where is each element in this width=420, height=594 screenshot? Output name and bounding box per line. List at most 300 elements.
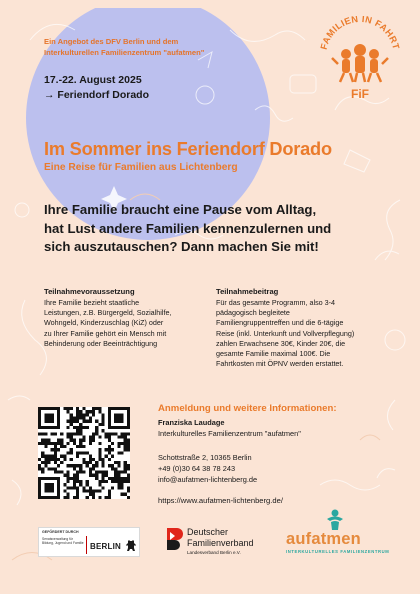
qr-module: [48, 496, 51, 499]
qr-module: [92, 467, 95, 470]
qr-module: [82, 439, 85, 442]
qr-module: [98, 410, 101, 413]
qr-module: [127, 407, 130, 410]
qr-module: [79, 464, 82, 467]
qr-module: [41, 477, 44, 480]
qr-module: [73, 496, 76, 499]
qr-module: [101, 413, 104, 416]
qr-module: [82, 407, 85, 410]
qr-module: [57, 483, 60, 486]
qr-module: [51, 486, 54, 489]
qr-module: [95, 461, 98, 464]
fee-line: Familiengruppentreffen und die 6-tägige: [216, 318, 344, 328]
address-block: [158, 452, 257, 486]
qr-module: [117, 451, 120, 454]
qr-module: [44, 489, 47, 492]
qr-module: [117, 413, 120, 416]
qr-module: [124, 448, 127, 451]
qr-module: [127, 474, 130, 477]
qr-module: [120, 477, 123, 480]
qr-module: [48, 442, 51, 445]
qr-module: [41, 451, 44, 454]
qr-module: [51, 455, 54, 458]
qr-module: [124, 445, 127, 448]
qr-module: [117, 464, 120, 467]
qr-module: [98, 442, 101, 445]
qr-module: [38, 464, 41, 467]
qr-module: [70, 458, 73, 461]
fee-section: [216, 287, 386, 369]
qr-module: [73, 467, 76, 470]
qr-module: [101, 477, 104, 480]
qr-module: [111, 455, 114, 458]
qr-module: [101, 480, 104, 483]
qr-module: [127, 486, 130, 489]
qr-module: [101, 417, 104, 420]
qr-module: [79, 429, 82, 432]
qr-module: [38, 432, 41, 435]
qr-module: [54, 445, 57, 448]
qr-module: [76, 489, 79, 492]
qr-module: [101, 470, 104, 473]
qr-module: [38, 496, 41, 499]
qr-module: [86, 489, 89, 492]
qr-module: [120, 486, 123, 489]
qr-module: [124, 439, 127, 442]
qr-module: [98, 451, 101, 454]
qr-module: [82, 413, 85, 416]
qr-module: [63, 407, 66, 410]
qr-module: [117, 436, 120, 439]
qr-module: [63, 483, 66, 486]
fee-title: Teilnahmebeitrag: [216, 287, 279, 296]
qr-module: [67, 480, 70, 483]
qr-module: [86, 426, 89, 429]
requirements-line: Ihre Familie bezieht staatliche: [44, 298, 140, 307]
dfv-line: Deutscher: [187, 527, 229, 537]
qr-module: [57, 493, 60, 496]
qr-module: [127, 496, 130, 499]
contact-name: Franziska Laudage: [158, 418, 225, 427]
qr-module: [105, 448, 108, 451]
qr-module: [101, 458, 104, 461]
qr-module: [79, 417, 82, 420]
qr-module: [79, 467, 82, 470]
qr-module: [114, 467, 117, 470]
qr-module: [89, 461, 92, 464]
dfv-name: [187, 527, 254, 549]
qr-module: [38, 420, 41, 423]
qr-module: [70, 451, 73, 454]
qr-module: [60, 432, 63, 435]
qr-module: [38, 480, 41, 483]
qr-module: [92, 493, 95, 496]
qr-module: [89, 467, 92, 470]
qr-module: [60, 470, 63, 473]
qr-module: [38, 483, 41, 486]
qr-module: [89, 474, 92, 477]
qr-module: [124, 480, 127, 483]
qr-module: [82, 461, 85, 464]
qr-module: [54, 467, 57, 470]
qr-module: [79, 432, 82, 435]
qr-module: [101, 423, 104, 426]
qr-module: [57, 458, 60, 461]
qr-module: [41, 407, 44, 410]
qr-module: [89, 420, 92, 423]
qr-module: [108, 439, 111, 442]
qr-module: [92, 432, 95, 435]
qr-module: [57, 426, 60, 429]
qr-module: [67, 451, 70, 454]
funder-head: GEFÖRDERT DURCH: [42, 530, 79, 534]
qr-module: [95, 464, 98, 467]
lead-line: sich auszutauschen? Dann machen Sie mit!: [44, 239, 319, 254]
qr-module: [51, 420, 54, 423]
qr-module: [101, 474, 104, 477]
qr-module: [82, 486, 85, 489]
qr-module: [111, 486, 114, 489]
qr-module: [98, 483, 101, 486]
qr-module: [86, 480, 89, 483]
qr-module: [114, 432, 117, 435]
dfv-line: Familienverband: [187, 537, 254, 548]
qr-module: [67, 410, 70, 413]
qr-module: [127, 432, 130, 435]
dfv-sub: Landesverband Berlin e.V.: [187, 550, 241, 555]
qr-module: [124, 426, 127, 429]
qr-module: [38, 413, 41, 416]
qr-module: [76, 420, 79, 423]
qr-module: [44, 458, 47, 461]
qr-module: [63, 489, 66, 492]
qr-module: [60, 439, 63, 442]
qr-module: [117, 442, 120, 445]
qr-module: [57, 410, 60, 413]
qr-module: [105, 455, 108, 458]
qr-module: [86, 496, 89, 499]
qr-module: [127, 442, 130, 445]
qr-module: [86, 461, 89, 464]
qr-module: [73, 432, 76, 435]
website-link[interactable]: https://www.aufatmen-lichtenberg.de/: [158, 496, 283, 505]
requirements-section: [44, 287, 204, 349]
qr-module: [54, 451, 57, 454]
qr-module: [89, 410, 92, 413]
qr-module: [54, 432, 57, 435]
qr-module: [67, 464, 70, 467]
logo-text: FAMILIEN IN FAHRT: [318, 16, 402, 51]
qr-module: [98, 448, 101, 451]
lead-line: hat Lust andere Familien kennenzulernen und: [44, 220, 332, 236]
qr-module: [67, 432, 70, 435]
qr-code-icon[interactable]: [38, 407, 130, 499]
qr-module: [44, 486, 47, 489]
qr-module: [70, 423, 73, 426]
qr-module: [108, 432, 111, 435]
qr-module: [41, 439, 44, 442]
qr-module: [76, 474, 79, 477]
qr-module: [127, 448, 130, 451]
qr-module: [63, 474, 66, 477]
qr-module: [67, 474, 70, 477]
qr-module: [60, 442, 63, 445]
qr-module: [101, 464, 104, 467]
qr-module: [124, 442, 127, 445]
address-street: Schottstraße 2, 10365 Berlin: [158, 453, 252, 462]
qr-module: [108, 436, 111, 439]
fee-line: zahlen Erwachsene 30€, Kinder 20€, die: [216, 338, 346, 348]
qr-module: [92, 439, 95, 442]
qr-module: [127, 410, 130, 413]
qr-module: [38, 417, 41, 420]
qr-module: [76, 413, 79, 416]
registration-title: Anmeldung und weitere Informationen:: [158, 403, 337, 414]
qr-module: [86, 464, 89, 467]
qr-module: [105, 474, 108, 477]
qr-module: [105, 432, 108, 435]
qr-module: [120, 451, 123, 454]
qr-module: [105, 436, 108, 439]
qr-module: [111, 480, 114, 483]
qr-module: [54, 477, 57, 480]
qr-module: [124, 470, 127, 473]
qr-module: [76, 410, 79, 413]
qr-module: [95, 429, 98, 432]
qr-module: [89, 455, 92, 458]
qr-module: [57, 407, 60, 410]
qr-module: [44, 442, 47, 445]
qr-module: [92, 407, 95, 410]
qr-module: [117, 461, 120, 464]
qr-module: [76, 426, 79, 429]
qr-module: [57, 477, 60, 480]
qr-module: [44, 455, 47, 458]
funder-logo: [38, 527, 140, 557]
qr-module: [95, 432, 98, 435]
qr-module: [44, 407, 47, 410]
dfv-emblem-icon: [163, 526, 183, 552]
qr-module: [120, 407, 123, 410]
qr-module: [38, 489, 41, 492]
qr-module: [67, 470, 70, 473]
qr-module: [111, 477, 114, 480]
qr-module: [76, 451, 79, 454]
qr-module: [120, 420, 123, 423]
qr-module: [89, 493, 92, 496]
qr-module: [44, 420, 47, 423]
qr-module: [108, 423, 111, 426]
qr-module: [120, 436, 123, 439]
qr-module: [120, 493, 123, 496]
qr-module: [108, 496, 111, 499]
qr-module: [79, 483, 82, 486]
qr-module: [95, 474, 98, 477]
qr-module: [70, 413, 73, 416]
qr-module: [120, 480, 123, 483]
aufatmen-figure-icon: [326, 509, 344, 531]
qr-module: [108, 410, 111, 413]
qr-module: [127, 467, 130, 470]
qr-module: [70, 439, 73, 442]
fee-line: gesamte Familie maximal 100€. Die: [216, 349, 331, 359]
qr-module: [38, 486, 41, 489]
qr-module: [73, 442, 76, 445]
contact-phone[interactable]: +49 (0)30 64 38 78 243: [158, 464, 236, 474]
qr-module: [111, 426, 114, 429]
qr-module: [117, 417, 120, 420]
qr-module: [98, 489, 101, 492]
qr-module: [51, 432, 54, 435]
qr-module: [48, 489, 51, 492]
logo-fif: FiF: [351, 87, 369, 101]
qr-module: [127, 413, 130, 416]
qr-module: [92, 496, 95, 499]
fee-text: [216, 298, 386, 369]
qr-module: [54, 407, 57, 410]
qr-module: [127, 439, 130, 442]
qr-module: [48, 467, 51, 470]
qr-module: [108, 420, 111, 423]
qr-module: [92, 413, 95, 416]
qr-module: [51, 477, 54, 480]
qr-module: [57, 417, 60, 420]
qr-module: [98, 436, 101, 439]
qr-module: [67, 477, 70, 480]
fee-line: Für das gesamte Programm, also 3-4: [216, 298, 336, 307]
qr-module: [92, 458, 95, 461]
qr-module: [114, 477, 117, 480]
qr-module: [108, 417, 111, 420]
qr-module: [57, 489, 60, 492]
qr-module: [101, 461, 104, 464]
event-dates: 17.-22. August 2025: [44, 74, 142, 86]
qr-module: [48, 458, 51, 461]
qr-module: [101, 420, 104, 423]
qr-module: [117, 477, 120, 480]
qr-module: [114, 426, 117, 429]
aufatmen-sub: INTERKULTURELLES FAMILIENZENTRUM: [286, 549, 390, 554]
qr-module: [82, 445, 85, 448]
qr-module: [48, 477, 51, 480]
qr-module: [41, 461, 44, 464]
qr-module: [44, 496, 47, 499]
qr-module: [41, 496, 44, 499]
qr-module: [44, 445, 47, 448]
qr-module: [92, 436, 95, 439]
qr-module: [38, 442, 41, 445]
qr-module: [48, 483, 51, 486]
qr-module: [73, 483, 76, 486]
qr-module: [79, 451, 82, 454]
qr-module: [98, 423, 101, 426]
qr-module: [63, 496, 66, 499]
qr-module: [124, 436, 127, 439]
qr-module: [51, 442, 54, 445]
qr-module: [44, 417, 47, 420]
qr-module: [38, 407, 41, 410]
qr-module: [111, 467, 114, 470]
qr-module: [70, 407, 73, 410]
qr-module: [57, 413, 60, 416]
qr-module: [92, 464, 95, 467]
requirements-text: [44, 298, 204, 349]
qr-module: [108, 477, 111, 480]
qr-module: [51, 483, 54, 486]
qr-module: [127, 426, 130, 429]
qr-module: [76, 429, 79, 432]
qr-module: [63, 458, 66, 461]
qr-module: [108, 451, 111, 454]
qr-module: [67, 442, 70, 445]
qr-module: [89, 417, 92, 420]
berlin-bear-icon: [125, 539, 137, 553]
qr-module: [117, 470, 120, 473]
qr-module: [114, 470, 117, 473]
qr-module: [86, 483, 89, 486]
qr-module: [79, 480, 82, 483]
page-title: Im Sommer ins Feriendorf Dorado: [44, 139, 332, 159]
qr-module: [73, 474, 76, 477]
intro-line: Ein Angebot des DFV Berlin und dem: [44, 37, 179, 46]
qr-module: [54, 442, 57, 445]
qr-module: [57, 464, 60, 467]
funder-text: Senatsverwaltung für Bildung, Jugend und Familie: [42, 537, 84, 546]
qr-module: [127, 423, 130, 426]
qr-module: [70, 417, 73, 420]
qr-module: [95, 426, 98, 429]
event-location: → Feriendorf Dorado: [44, 89, 150, 101]
qr-module: [79, 410, 82, 413]
qr-module: [57, 496, 60, 499]
qr-module: [51, 496, 54, 499]
qr-module: [108, 489, 111, 492]
qr-module: [114, 420, 117, 423]
qr-module: [79, 426, 82, 429]
qr-module: [63, 445, 66, 448]
qr-module: [73, 420, 76, 423]
qr-module: [70, 432, 73, 435]
qr-module: [44, 432, 47, 435]
qr-module: [38, 477, 41, 480]
qr-module: [79, 439, 82, 442]
qr-module: [70, 477, 73, 480]
qr-module: [38, 458, 41, 461]
funder-divider: [86, 536, 87, 554]
qr-module: [57, 442, 60, 445]
qr-module: [82, 417, 85, 420]
qr-module: [48, 461, 51, 464]
qr-module: [114, 407, 117, 410]
qr-module: [54, 496, 57, 499]
requirements-title: Teilnahmevoraussetzung: [44, 287, 135, 296]
qr-module: [67, 420, 70, 423]
fif-logo-icon: [316, 16, 404, 102]
qr-module: [124, 407, 127, 410]
qr-module: [98, 407, 101, 410]
qr-module: [70, 464, 73, 467]
qr-module: [108, 426, 111, 429]
qr-module: [41, 467, 44, 470]
qr-module: [57, 480, 60, 483]
qr-module: [51, 417, 54, 420]
qr-module: [111, 407, 114, 410]
qr-module: [79, 423, 82, 426]
qr-module: [76, 445, 79, 448]
qr-module: [86, 451, 89, 454]
contact-email[interactable]: info@aufatmen-lichtenberg.de: [158, 475, 258, 485]
qr-module: [54, 426, 57, 429]
